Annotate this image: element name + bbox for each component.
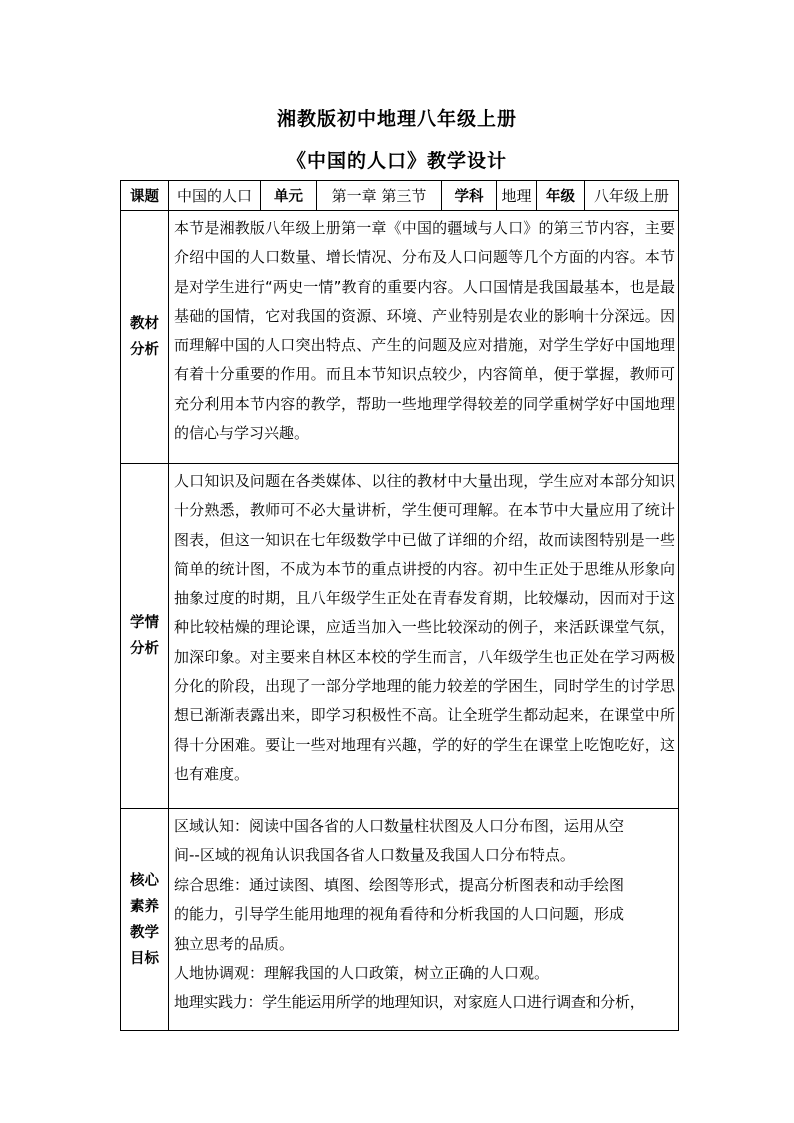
document-title: 湘教版初中地理八年级上册 xyxy=(276,108,517,130)
literacy-line: 综合思维：通过读图、填图、绘图等形式，提高分析图表和动手绘图 xyxy=(174,875,625,894)
document-subtitle: 《中国的人口》教学设计 xyxy=(286,150,507,172)
textbook-analysis-text: 本节是湘教版八年级上册第一章《中国的疆域与人口》的第三节内容，主要介绍中国的人口数量、增长情况、分布及人口问题等几个方面的内容。本节是对学生进行“两史一情”教育的重要内容。人口国情是我国最基本，也是最基础的国情，它对我国的资源、环境、产业特别是农业的影响十分深远。因而理解中国的人口突出特点、产生的问题及应对措施，对学生学好中国地理有着十分重要的作用。而且本节知识点较少，内容简单，便于掌握，教师可充分利用本节内容的教学，帮助一些地理学得较差的同学重树学好中国地理的信心与学习兴趣。 xyxy=(169,211,679,464)
subject-value: 地理 xyxy=(497,181,537,211)
student-analysis-row xyxy=(121,464,679,809)
student-analysis-text: 人口知识及问题在各类媒体、以往的教材中大量出现，学生应对本部分知识十分熟悉，教师可不必大量讲析，学生便可理解。在本节中大量应用了统计图表，但这一知识在七年级数学中已做了详细的介绍，故而读图特别是一些简单的统计图，不成为本节的重点讲授的内容。初中生正处于思维从形象向抽象过度的时期，且八年级学生正处在青春发育期，比较爆动，因而对于这种比较枯燥的理论课，应适当加入一些比较深动的例子，来活跃课堂气氛，加深印象。对主要来自林区本校的学生而言，八年级学生也正处在学习两极分化的阶段，出现了一部分学地理的能力较差的学困生，同时学生的讨学思想已渐渐表露出来，即学习积极性不高。让全班学生都动起来，在课堂中所得十分困难。要让一些对地理有兴趣，学的好的学生在课堂上吃饱吃好，这也有难度。 xyxy=(169,464,679,809)
student-analysis-label: 学情 分析 xyxy=(121,464,169,809)
core-literacy-label: 核心 素养 教学 目标 xyxy=(121,809,169,1031)
literacy-line: 独立思考的品质。 xyxy=(174,934,295,953)
core-literacy-row xyxy=(121,809,679,1031)
lesson-design-table xyxy=(120,180,679,1031)
core-literacy-text xyxy=(169,809,679,1031)
topic-label: 课题 xyxy=(121,181,169,211)
literacy-line: 区域认知：阅读中国各省的人口数量柱状图及人口分布图，运用从空 xyxy=(174,817,625,835)
literacy-line: 人地协调观：理解我国的人口政策，树立正确的人口观。 xyxy=(174,964,550,983)
subject-label: 学科 xyxy=(442,181,497,211)
unit-value: 第一章 第三节 xyxy=(317,181,442,211)
header-row xyxy=(121,181,679,211)
grade-label: 年级 xyxy=(537,181,585,211)
literacy-line: 的能力，引导学生能用地理的视角看待和分析我国的人口问题，形成 xyxy=(174,905,625,924)
literacy-line: 地理实践力：学生能运用所学的地理知识，对家庭人口进行调查和分析， xyxy=(174,993,645,1012)
textbook-analysis-label: 教材 分析 xyxy=(121,211,169,464)
grade-value: 八年级上册 xyxy=(585,181,679,211)
textbook-analysis-row xyxy=(121,211,679,464)
topic-value: 中国的人口 xyxy=(169,181,261,211)
unit-label: 单元 xyxy=(261,181,317,211)
literacy-line: 间--区域的视角认识我国各省人口数量及我国人口分布特点。 xyxy=(174,846,575,865)
